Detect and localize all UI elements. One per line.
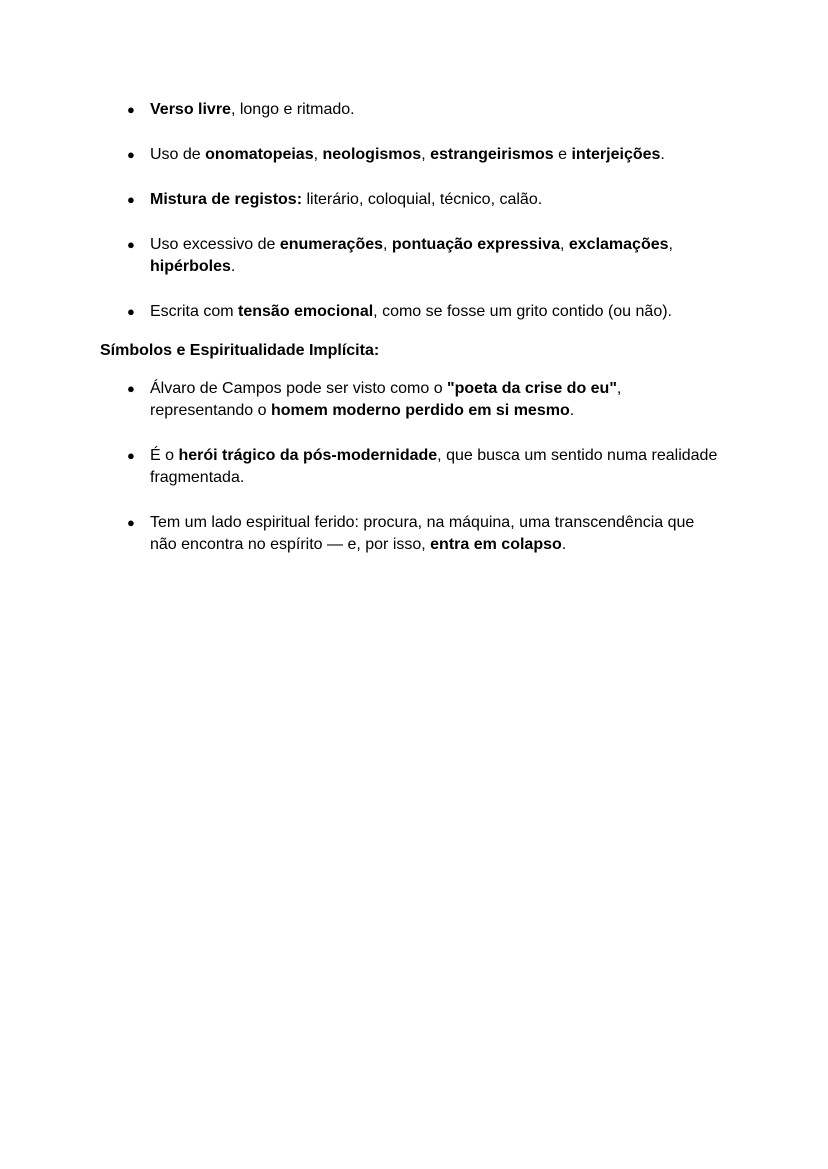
- text: , representando o: [150, 380, 622, 419]
- text: , longo e ritmado.: [230, 101, 355, 118]
- bold-text: tensão emocional: [238, 303, 374, 320]
- text: .: [660, 146, 665, 163]
- document-page: [0, 99, 828, 579]
- features-list: [0, 99, 828, 323]
- text: .: [569, 402, 575, 419]
- text: Álvaro de Campos pode ser visto como o: [150, 380, 448, 397]
- bold-text: herói trágico da pós-modernidade: [178, 447, 438, 464]
- bold-text: estrangeirismos: [430, 146, 554, 163]
- text: ,: [313, 146, 323, 163]
- bold-text: Verso livre: [150, 101, 231, 118]
- bullet-icon: ●: [127, 448, 135, 463]
- bullet-icon: ●: [127, 192, 135, 207]
- text: ,: [559, 236, 569, 253]
- text: Uso de: [150, 146, 206, 163]
- bold-text: enumerações: [279, 236, 384, 253]
- text: É o: [150, 447, 179, 464]
- text: Escrita com: [150, 303, 239, 320]
- bold-text: "poeta da crise do eu": [447, 380, 617, 397]
- bullet-icon: ●: [127, 515, 135, 530]
- bold-text: onomatopeias: [205, 146, 314, 163]
- bold-text: pontuação expressiva: [391, 236, 560, 253]
- list-item: [127, 445, 722, 489]
- bullet-icon: ●: [127, 304, 135, 319]
- text: e: [553, 146, 572, 163]
- bold-text: Mistura de registos:: [150, 191, 303, 208]
- text: literário, coloquial, técnico, calão.: [302, 191, 543, 208]
- bold-text: interjeições: [571, 146, 661, 163]
- list-item: [127, 378, 722, 422]
- section-heading: Símbolos e Espiritualidade Implícita:: [100, 342, 380, 359]
- list-item: [127, 144, 722, 166]
- bold-text: neologismos: [322, 146, 422, 163]
- text: , que busca um sentido numa realidade fragmentada.: [150, 447, 718, 486]
- text: Uso excessivo de: [150, 236, 280, 253]
- bold-text: hipérboles: [150, 258, 231, 275]
- text: Tem um lado espiritual ferido: procura, na máquina, uma transcendência que não encontra no espírito — e, por isso,: [150, 514, 695, 553]
- bullet-icon: ●: [127, 381, 135, 396]
- text: .: [561, 536, 567, 553]
- text: ,: [668, 236, 673, 253]
- list-item: [127, 234, 722, 278]
- text: ,: [421, 146, 431, 163]
- bold-text: entra em colapso: [430, 536, 562, 553]
- bullet-icon: ●: [127, 237, 135, 252]
- text: , como se fosse um grito contido (ou não).: [373, 303, 672, 320]
- list-item: [127, 301, 722, 323]
- text: .: [230, 258, 236, 275]
- text: ,: [383, 236, 392, 253]
- bullet-icon: ●: [127, 147, 135, 162]
- list-item: [127, 189, 722, 211]
- symbols-list: [0, 378, 828, 556]
- bold-text: exclamações: [568, 236, 669, 253]
- list-item: [127, 512, 722, 556]
- bullet-icon: ●: [127, 102, 135, 117]
- list-item: [127, 99, 722, 121]
- bold-text: homem moderno perdido em si mesmo: [270, 402, 570, 419]
